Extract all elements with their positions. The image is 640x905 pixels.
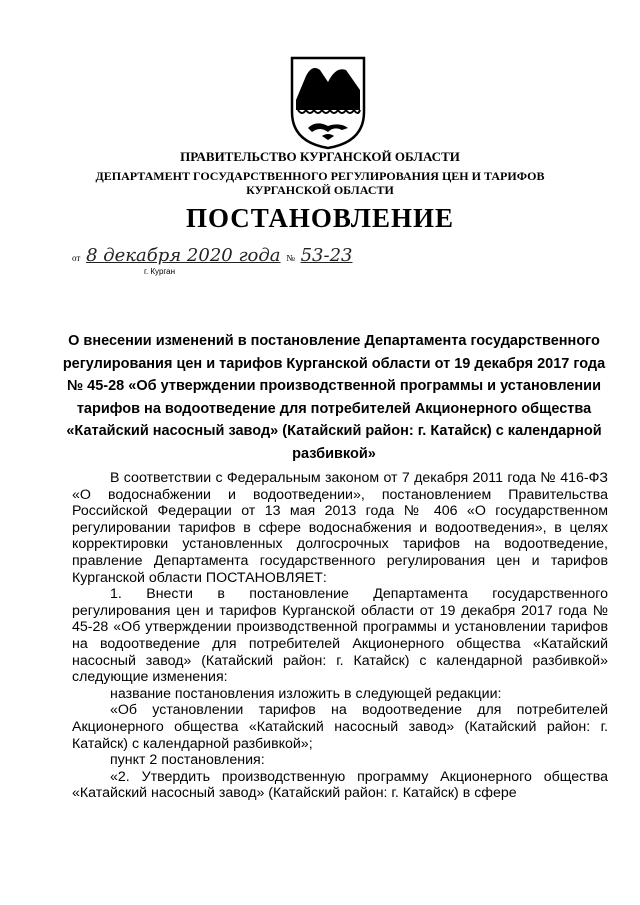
city: г. Курган — [144, 267, 176, 276]
department-name — [0, 169, 640, 197]
paragraph: В соответствии с Федеральным законом от 7 декабря 2011 года № 416-ФЗ «О водоснабжении и водоотведении», постановлением Правительства Российской Федерации от 13 мая 2013 года № 406 «О государственном регулировании тарифов в сфере водоснабжения и водоотведения», в целях корректировки установленных долгосрочных тарифов на водоотведение, правление Департамента государственного регулирования цен и тарифов Курганской области ПОСТАНОВЛЯЕТ: — [72, 470, 608, 586]
decree-number: 53-23 — [300, 245, 353, 266]
paragraph: название постановления изложить в следующей редакции: — [110, 685, 502, 702]
document-body — [72, 470, 608, 802]
coat-of-arms-icon — [290, 56, 366, 150]
decree-date: 8 декабря 2020 года — [86, 245, 281, 266]
paragraph: пункт 2 постановления: — [110, 752, 265, 769]
paragraph: 1. Внести в постановление Департамента государственного регулирования цен и тарифов Курганской области от 19 декабря 2017 года № 45-28 «Об утверждении производственной программы и установлении тарифов на водоотведение для потребителей Акционерного общества «Катайский насосный завод» (Катайский район: г. Катайск) с календарной разбивкой» следующие изменения: — [72, 586, 608, 686]
number-label: № — [286, 253, 295, 263]
from-label: от — [72, 253, 81, 263]
government-name: ПРАВИТЕЛЬСТВО КУРГАНСКОЙ ОБЛАСТИ — [180, 149, 460, 164]
date-line — [72, 245, 352, 266]
paragraph: «2. Утвердить производственную программу Акционерного общества «Катайский насосный завод» (Катайский район: г. Катайск) в сфере — [72, 768, 608, 802]
paragraph: «Об установлении тарифов на водоотведение для потребителей Акционерного общества «Катайский насосный завод» (Катайский район: г. Катайск) с календарной разбивкой»; — [72, 702, 608, 752]
document-title: О внесении изменений в постановление Департамента государственного регулирования цен и тарифов Курганской области от 19 декабря 2017 года № 45-28 «Об утверждении производственной программы и установлении тарифов на водоотведение для потребителей Акционерного общества «Катайский насосный завод» (Катайский район: г. Катайск) с календарной разбивкой» — [62, 333, 606, 462]
department-line-2: КУРГАНСКОЙ ОБЛАСТИ — [246, 183, 394, 197]
document-type: ПОСТАНОВЛЕНИЕ — [185, 203, 455, 233]
department-line-1: ДЕПАРТАМЕНТ ГОСУДАРСТВЕННОГО РЕГУЛИРОВАНИЯ ЦЕН И ТАРИФОВ — [95, 169, 545, 183]
